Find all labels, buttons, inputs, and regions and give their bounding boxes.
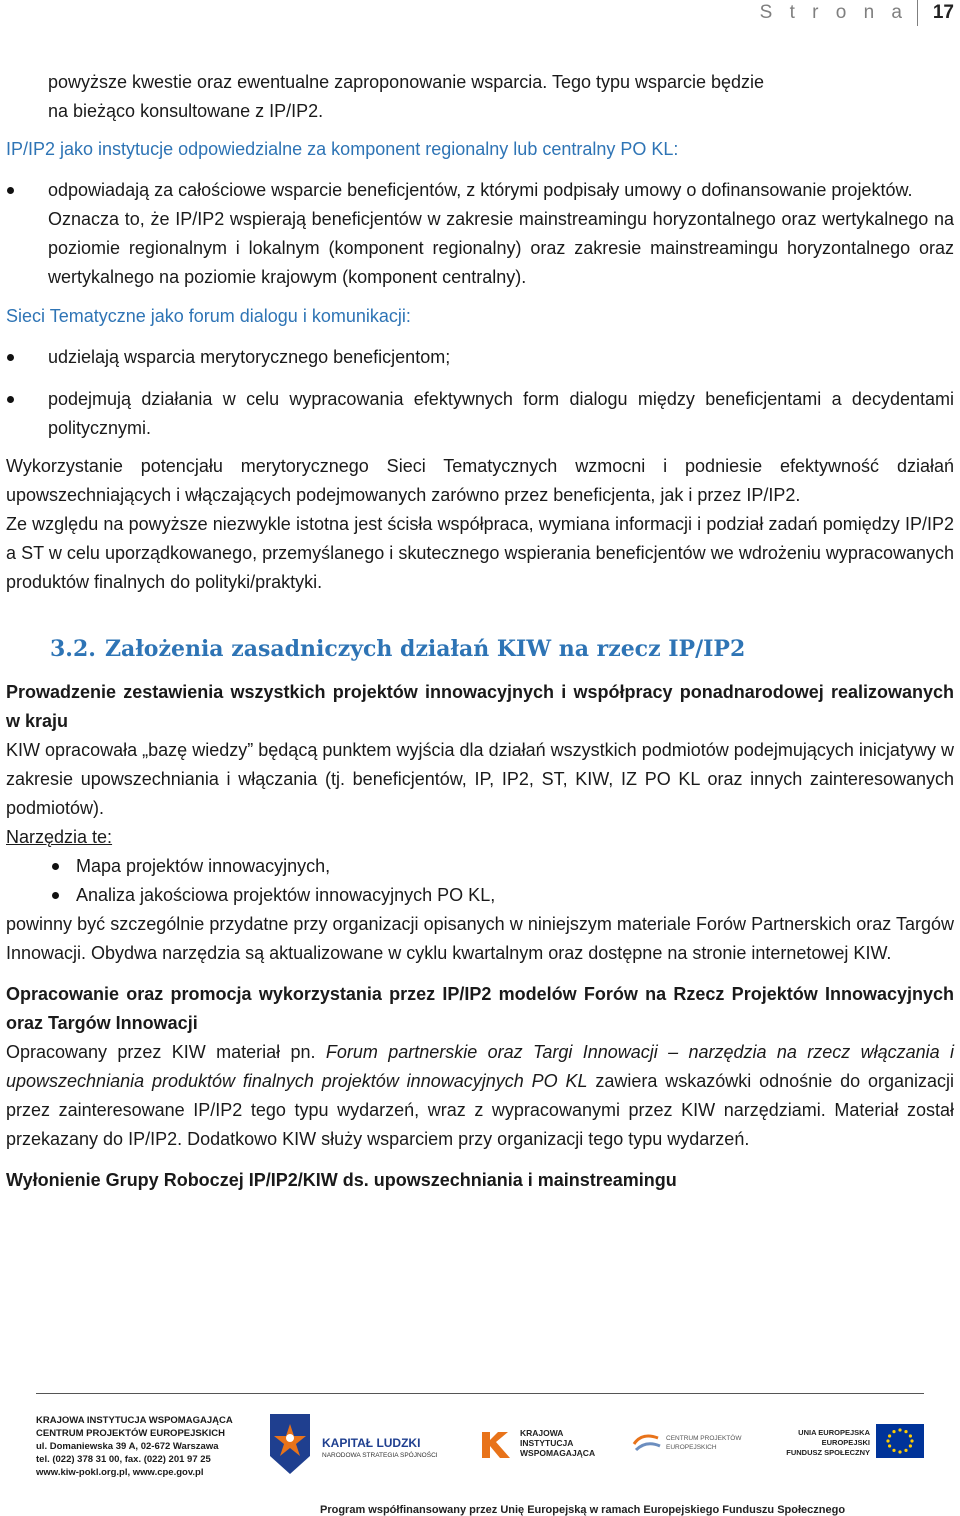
kapital-ludzki-logo xyxy=(266,1414,456,1484)
cpe-text: CENTRUM PROJEKTÓW EUROPEJSKICH xyxy=(666,1435,742,1451)
subsection-2-body: Opracowany przez KIW materiał pn. Forum partnerskie oraz Targi Innowacji – narzędzia na rzecz włączania i upowszechniania produktów finalnych projektów innowacyjnych PO KL zawiera wskazówki odnośnie do organizacji przez zainteresowane IP/IP2 tego typu wydarzeń, wraz z wypracowanymi przez KIW narzędziami. Materiał został przekazany do IP/IP2. Dodatkowo KIW służy wsparciem przy organizacji tego typu wydarzeń. xyxy=(6,1042,954,1149)
ip-bullet-text: odpowiadają za całościowe wsparcie beneficjentów, z którymi podpisały umowy o dofinansowanie projektów. xyxy=(48,180,913,200)
subsection-1-title: Prowadzenie zestawienia wszystkich projektów innowacyjnych i współpracy ponadnarodowej realizowanych w kraju xyxy=(6,682,954,731)
kiw-icon xyxy=(478,1426,514,1462)
section-number: 3.2. xyxy=(50,636,96,662)
kiw-logo xyxy=(478,1426,608,1476)
page-header xyxy=(0,0,960,30)
st-bullet-2 xyxy=(6,385,954,443)
tool-item-analysis xyxy=(6,881,954,910)
header-separator xyxy=(917,0,918,26)
paragraph-wykorzystanie: Wykorzystanie potencjału merytorycznego Sieci Tematycznych wzmocni i podniesie efektywność działań upowszechniających i włączających podejmowanych zarówno przez beneficjenta, jak i przez IP/IP2. xyxy=(6,456,954,505)
tool-item-text: Mapa projektów innowacyjnych, xyxy=(76,856,331,876)
kiw-text: KRAJOWA INSTYTUCJA WSPOMAGAJĄCA xyxy=(520,1428,596,1458)
footer-caption: Program współfinansowany przez Unię Europejską w ramach Europejskiego Funduszu Społecznego xyxy=(320,1504,846,1516)
subsection-1-body: KIW opracowała „bazę wiedzy” będącą punktem wyjścia dla działań wszystkich podmiotów podejmujących inicjatywy w zakresie upowszechniania i włączania (tj. beneficjentów, IP, IP2, ST, KIW, IZ PO KL oraz innych zainteresowanych podmiotów). xyxy=(6,740,954,818)
st-bullet-1 xyxy=(6,343,954,372)
page-label: S t r o n a xyxy=(759,2,908,23)
address-line: CENTRUM PROJEKTÓW EUROPEJSKICH xyxy=(36,1428,225,1439)
eu-flag-icon xyxy=(876,1424,924,1458)
page-number: 17 xyxy=(932,2,954,23)
footer-divider xyxy=(36,1393,924,1394)
kapital-title: KAPITAŁ LUDZKI xyxy=(322,1436,421,1450)
paragraph-ze-wzgledu: Ze względu na powyższe niezwykle istotna jest ścisła współpraca, wymiana informacji i podział zadań pomiędzy IP/IP2 a ST w celu uporządkowanego, przemyślanego i skutecznego wspierania beneficjentów we wdrożeniu wypracowanych produktów finalnych do polityki/praktyki. xyxy=(6,514,954,592)
subsection-2-title: Opracowanie oraz promocja wykorzystania przez IP/IP2 modelów Forów na Rzecz Projektów Innowacyjnych oraz Targów Innowacji xyxy=(6,984,954,1033)
eu-text: UNIA EUROPEJSKA EUROPEJSKI FUNDUSZ SPOŁECZNY xyxy=(786,1428,870,1457)
tools-label: Narzędzia te: xyxy=(6,827,113,847)
subsection-1-after: powinny być szczególnie przydatne przy organizacji opisanych w niniejszym materiale Forów Partnerskich oraz Targów Innowacji. Obydwa narzędzia są aktualizowane w cyklu kwartalnym oraz dostępne na stronie internetowej KIW. xyxy=(6,914,954,963)
address-line: www.kiw-pokl.org.pl, www.cpe.gov.pl xyxy=(36,1467,204,1478)
page-footer xyxy=(36,1408,924,1516)
tool-item-map xyxy=(6,852,954,881)
ip-bullet xyxy=(6,176,954,292)
bullet-icon xyxy=(52,863,59,870)
ip-heading: IP/IP2 jako instytucje odpowiedzialne za komponent regionalny lub centralny PO KL: xyxy=(6,139,679,159)
address-line: KRAJOWA INSTYTUCJA WSPOMAGAJĄCA xyxy=(36,1415,233,1426)
bullet-icon xyxy=(7,396,14,403)
kapital-ludzki-icon xyxy=(266,1414,314,1474)
footer-address xyxy=(36,1414,236,1479)
eu-logo xyxy=(780,1424,928,1474)
tool-item-text: Analiza jakościowa projektów innowacyjnych PO KL, xyxy=(76,885,496,905)
bullet-icon xyxy=(7,354,14,361)
bullet-icon xyxy=(7,187,14,194)
bullet-icon xyxy=(52,892,59,899)
st-bullet-text: udzielają wsparcia merytorycznego beneficjentom; xyxy=(48,347,451,367)
subsection-3-title: Wyłonienie Grupy Roboczej IP/IP2/KIW ds. upowszechniania i mainstreamingu xyxy=(6,1170,677,1190)
paragraph-intro-line2: na bieżąco konsultowane z IP/IP2. xyxy=(48,101,324,121)
st-heading: Sieci Tematyczne jako forum dialogu i komunikacji: xyxy=(6,306,411,326)
ip-bullet-continuation: Oznacza to, że IP/IP2 wspierają beneficjentów w zakresie mainstreamingu horyzontalnego oraz wertykalnego na poziomie regionalnym i lokalnym (komponent regionalny) oraz zakresie mainstreamingu horyzontalnego oraz wertykalnego na poziomie krajowym (komponent centralny). xyxy=(48,209,954,287)
section-title: Założenia zasadniczych działań KIW na rzecz IP/IP2 xyxy=(105,636,746,662)
section-heading xyxy=(6,634,954,664)
kapital-subtitle: NARODOWA STRATEGIA SPÓJNOŚCI xyxy=(322,1452,438,1459)
st-bullet-text: podejmują działania w celu wypracowania efektywnych form dialogu między beneficjentami a decydentami politycznymi. xyxy=(48,389,954,438)
cpe-logo xyxy=(632,1428,752,1468)
address-line: tel. (022) 378 31 00, fax. (022) 201 97 25 xyxy=(36,1454,211,1465)
paragraph-intro-line1: powyższe kwestie oraz ewentualne zaproponowanie wsparcia. Tego typu wsparcie będzie xyxy=(48,72,765,92)
cpe-icon xyxy=(632,1428,662,1458)
document-body xyxy=(6,68,954,1195)
address-line: ul. Domaniewska 39 A, 02-672 Warszawa xyxy=(36,1441,219,1452)
